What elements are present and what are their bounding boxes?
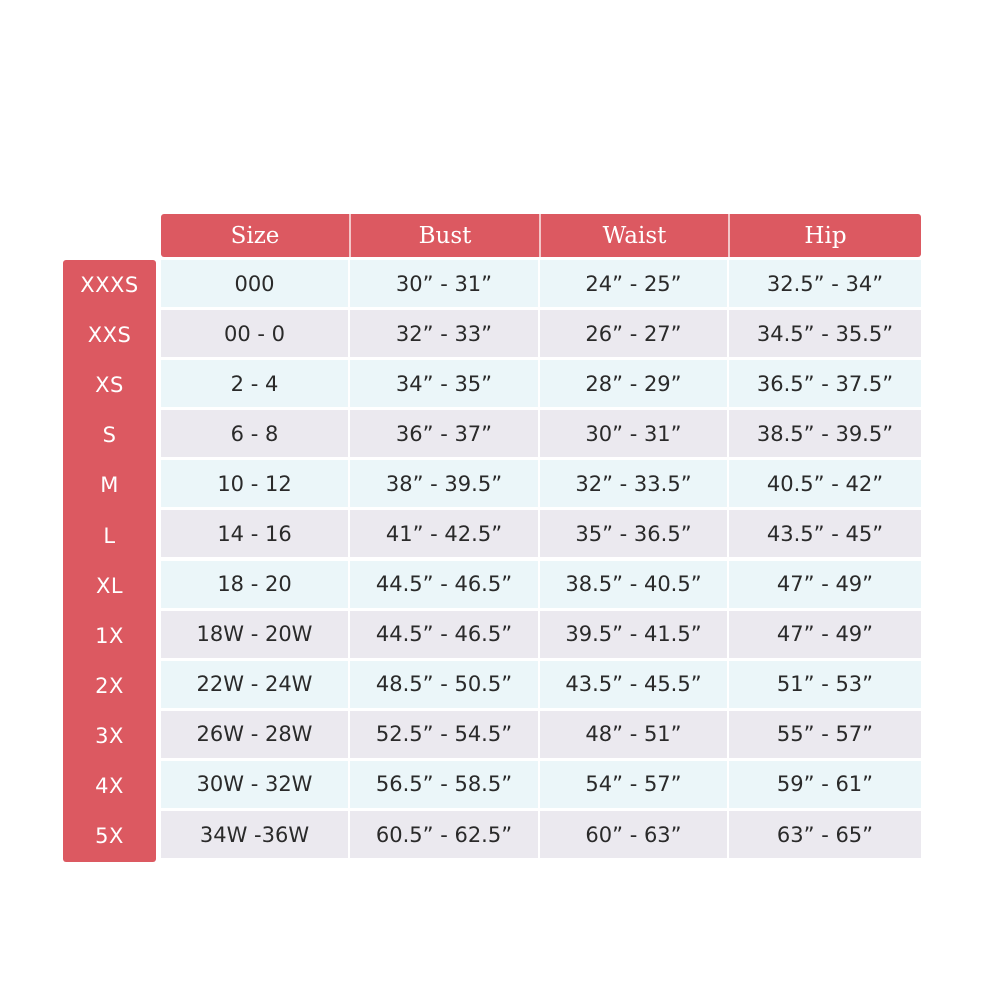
size-label: 4X	[95, 773, 124, 798]
hip-cell: 55” - 57”	[729, 711, 921, 758]
size-cell: 14 - 16	[161, 510, 348, 557]
size-cell: 18 - 20	[161, 561, 348, 608]
hip-cell: 51” - 53”	[729, 661, 921, 708]
table-header	[161, 214, 921, 257]
waist-cell: 32” - 33.5”	[540, 460, 727, 507]
size-cell: 30W - 32W	[161, 761, 348, 808]
hip-cell: 38.5” - 39.5”	[729, 410, 921, 457]
bust-cell: 36” - 37”	[350, 410, 538, 457]
size-cell: 18W - 20W	[161, 611, 348, 658]
bust-cell: 38” - 39.5”	[350, 460, 538, 507]
size-label: M	[100, 473, 119, 498]
waist-cell: 26” - 27”	[540, 310, 727, 357]
waist-cell: 48” - 51”	[540, 711, 727, 758]
hip-cell: 43.5” - 45”	[729, 510, 921, 557]
size-label: 1X	[95, 623, 124, 648]
waist-cell: 39.5” - 41.5”	[540, 611, 727, 658]
bust-cell: 52.5” - 54.5”	[350, 711, 538, 758]
size-label: XXXS	[80, 273, 139, 298]
waist-cell: 35” - 36.5”	[540, 510, 727, 557]
table-row	[161, 310, 921, 357]
size-cell: 26W - 28W	[161, 711, 348, 758]
bust-cell: 44.5” - 46.5”	[350, 611, 538, 658]
size-cell: 6 - 8	[161, 410, 348, 457]
hip-cell: 34.5” - 35.5”	[729, 310, 921, 357]
hip-cell: 32.5” - 34”	[729, 260, 921, 307]
table-row	[161, 360, 921, 407]
header-bust: Bust	[349, 214, 539, 257]
table-row	[161, 561, 921, 608]
size-label-column	[63, 260, 156, 862]
waist-cell: 28” - 29”	[540, 360, 727, 407]
size-cell: 00 - 0	[161, 310, 348, 357]
size-label: L	[103, 523, 116, 548]
hip-cell: 63” - 65”	[729, 811, 921, 858]
bust-cell: 48.5” - 50.5”	[350, 661, 538, 708]
table-body	[161, 260, 921, 861]
table-row	[161, 410, 921, 457]
size-label: S	[102, 423, 117, 448]
bust-cell: 32” - 33”	[350, 310, 538, 357]
bust-cell: 56.5” - 58.5”	[350, 761, 538, 808]
waist-cell: 54” - 57”	[540, 761, 727, 808]
bust-cell: 60.5” - 62.5”	[350, 811, 538, 858]
hip-cell: 36.5” - 37.5”	[729, 360, 921, 407]
bust-cell: 34” - 35”	[350, 360, 538, 407]
header-waist: Waist	[539, 214, 728, 257]
waist-cell: 30” - 31”	[540, 410, 727, 457]
hip-cell: 59” - 61”	[729, 761, 921, 808]
size-cell: 000	[161, 260, 348, 307]
size-cell: 22W - 24W	[161, 661, 348, 708]
table-row	[161, 460, 921, 507]
hip-cell: 40.5” - 42”	[729, 460, 921, 507]
waist-cell: 38.5” - 40.5”	[540, 561, 727, 608]
size-cell: 2 - 4	[161, 360, 348, 407]
waist-cell: 43.5” - 45.5”	[540, 661, 727, 708]
bust-cell: 44.5” - 46.5”	[350, 561, 538, 608]
hip-cell: 47” - 49”	[729, 561, 921, 608]
table-row	[161, 811, 921, 858]
size-label: XL	[95, 573, 124, 598]
size-label: 3X	[95, 723, 124, 748]
size-cell: 10 - 12	[161, 460, 348, 507]
size-label: XS	[95, 373, 124, 398]
size-label: 2X	[95, 673, 124, 698]
table-row	[161, 510, 921, 557]
header-size: Size	[230, 222, 280, 249]
size-label: 5X	[95, 824, 124, 849]
bust-cell: 41” - 42.5”	[350, 510, 538, 557]
waist-cell: 24” - 25”	[540, 260, 727, 307]
size-label: XXS	[87, 323, 132, 348]
waist-cell: 60” - 63”	[540, 811, 727, 858]
table-row	[161, 661, 921, 708]
header-hip: Hip	[728, 214, 921, 257]
bust-cell: 30” - 31”	[350, 260, 538, 307]
table-row	[161, 761, 921, 808]
table-row	[161, 611, 921, 658]
table-row	[161, 260, 921, 307]
size-cell: 34W -36W	[161, 811, 348, 858]
table-row	[161, 711, 921, 758]
hip-cell: 47” - 49”	[729, 611, 921, 658]
